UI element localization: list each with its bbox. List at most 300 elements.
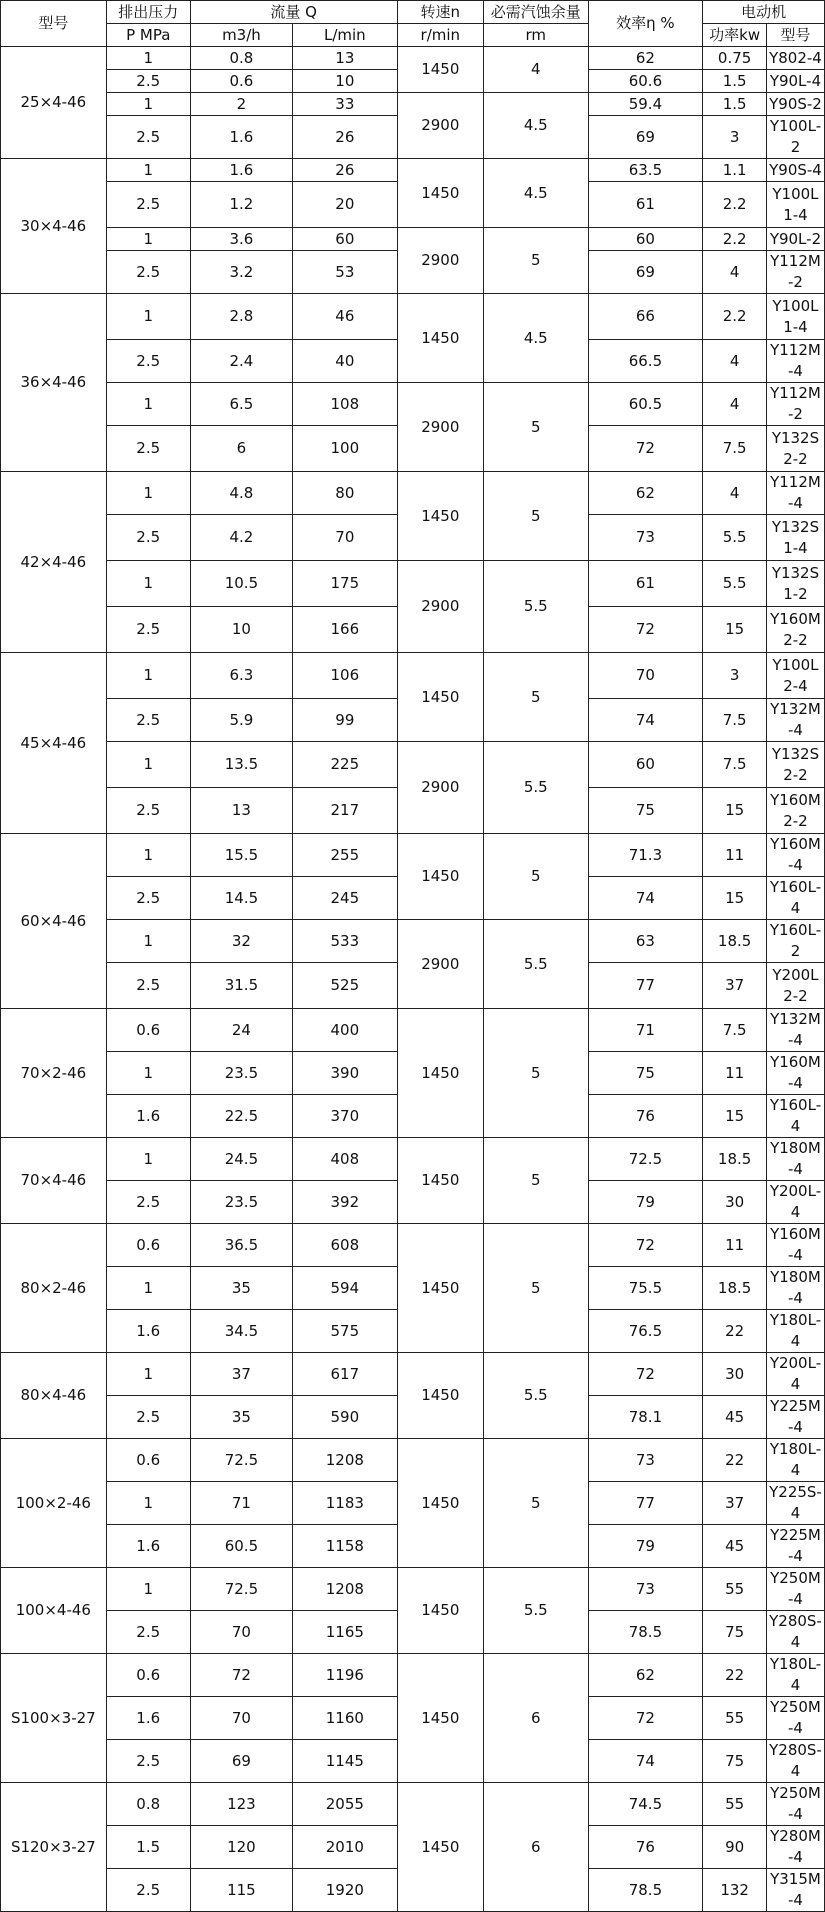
cell-flow-lmin: 1160	[293, 1697, 398, 1740]
cell-motor-model: Y200L2-2	[766, 963, 824, 1009]
table-row	[1, 228, 825, 251]
cell-speed: 1450	[397, 1654, 483, 1783]
cell-efficiency: 76	[588, 1095, 703, 1138]
cell-motor-power: 18.5	[703, 920, 767, 963]
cell-flow-lmin: 217	[293, 788, 398, 834]
cell-efficiency: 73	[588, 1568, 703, 1611]
cell-motor-model: Y250M-4	[766, 1697, 824, 1740]
cell-motor-model: Y160L-2	[766, 920, 824, 963]
header-speed: 转速n	[397, 1, 483, 24]
cell-npsh: 5	[483, 1224, 588, 1353]
cell-flow-m3h: 15.5	[190, 834, 292, 877]
cell-efficiency: 63	[588, 920, 703, 963]
header-pressure-unit: P MPa	[106, 24, 190, 47]
cell-flow-lmin: 70	[293, 515, 398, 561]
cell-speed: 1450	[397, 653, 483, 742]
cell-pressure: 2.5	[106, 877, 190, 920]
cell-flow-lmin: 99	[293, 699, 398, 742]
cell-npsh: 5	[483, 228, 588, 294]
header-efficiency: 效率η %	[588, 1, 703, 47]
cell-flow-lmin: 33	[293, 93, 398, 116]
cell-motor-model: Y112M-2	[766, 251, 824, 294]
cell-flow-lmin: 1208	[293, 1568, 398, 1611]
cell-flow-lmin: 575	[293, 1310, 398, 1353]
cell-motor-power: 3	[703, 116, 767, 159]
cell-model: 25×4-46	[1, 47, 107, 159]
cell-motor-power: 132	[703, 1869, 767, 1912]
cell-flow-lmin: 608	[293, 1224, 398, 1267]
cell-pressure: 2.5	[106, 426, 190, 472]
cell-speed: 1450	[397, 1439, 483, 1568]
cell-pressure: 2.5	[106, 788, 190, 834]
cell-speed: 1450	[397, 1224, 483, 1353]
table-row	[1, 920, 825, 963]
cell-speed: 2900	[397, 920, 483, 1009]
cell-flow-lmin: 1158	[293, 1525, 398, 1568]
cell-motor-power: 4	[703, 472, 767, 515]
cell-pressure: 2.5	[106, 1740, 190, 1783]
cell-flow-m3h: 36.5	[190, 1224, 292, 1267]
cell-efficiency: 75	[588, 1052, 703, 1095]
cell-efficiency: 76	[588, 1826, 703, 1869]
cell-npsh: 6	[483, 1783, 588, 1912]
table-row	[1, 1138, 825, 1181]
cell-flow-lmin: 400	[293, 1009, 398, 1052]
cell-motor-model: Y200L-4	[766, 1353, 824, 1396]
cell-flow-lmin: 533	[293, 920, 398, 963]
table-row	[1, 93, 825, 116]
cell-flow-m3h: 6	[190, 426, 292, 472]
cell-efficiency: 69	[588, 116, 703, 159]
cell-motor-model: Y132M-4	[766, 699, 824, 742]
cell-motor-power: 1.5	[703, 70, 767, 93]
cell-pressure: 2.5	[106, 1611, 190, 1654]
cell-flow-m3h: 123	[190, 1783, 292, 1826]
cell-efficiency: 72	[588, 1353, 703, 1396]
cell-flow-m3h: 14.5	[190, 877, 292, 920]
cell-efficiency: 60.5	[588, 383, 703, 426]
cell-motor-power: 55	[703, 1783, 767, 1826]
cell-flow-m3h: 24	[190, 1009, 292, 1052]
header-npsh-unit: rm	[483, 24, 588, 47]
cell-motor-model: Y280S-4	[766, 1740, 824, 1783]
cell-speed: 2900	[397, 228, 483, 294]
header-flow: 流量 Q	[190, 1, 397, 24]
cell-flow-lmin: 2055	[293, 1783, 398, 1826]
cell-flow-m3h: 0.8	[190, 47, 292, 70]
cell-npsh: 5.5	[483, 1568, 588, 1654]
cell-efficiency: 66.5	[588, 340, 703, 383]
cell-npsh: 5.5	[483, 742, 588, 834]
cell-flow-lmin: 525	[293, 963, 398, 1009]
cell-npsh: 5	[483, 1138, 588, 1224]
cell-motor-power: 2.2	[703, 228, 767, 251]
cell-pressure: 1	[106, 834, 190, 877]
cell-motor-power: 7.5	[703, 742, 767, 788]
cell-flow-m3h: 31.5	[190, 963, 292, 1009]
cell-flow-lmin: 1165	[293, 1611, 398, 1654]
cell-efficiency: 75.5	[588, 1267, 703, 1310]
cell-npsh: 4	[483, 47, 588, 93]
cell-motor-model: Y180L-4	[766, 1654, 824, 1697]
cell-pressure: 1	[106, 1052, 190, 1095]
cell-flow-m3h: 2	[190, 93, 292, 116]
cell-pressure: 1.6	[106, 1697, 190, 1740]
cell-motor-power: 5.5	[703, 515, 767, 561]
cell-efficiency: 72.5	[588, 1138, 703, 1181]
table-header	[1, 1, 825, 47]
cell-motor-model: Y90L-2	[766, 228, 824, 251]
cell-motor-power: 3	[703, 653, 767, 699]
header-flow-lmin: L/min	[293, 24, 398, 47]
cell-flow-lmin: 245	[293, 877, 398, 920]
cell-npsh: 5	[483, 1439, 588, 1568]
cell-flow-lmin: 100	[293, 426, 398, 472]
cell-motor-model: Y112M-2	[766, 383, 824, 426]
cell-efficiency: 59.4	[588, 93, 703, 116]
cell-flow-lmin: 80	[293, 472, 398, 515]
cell-flow-m3h: 6.5	[190, 383, 292, 426]
cell-efficiency: 72	[588, 1697, 703, 1740]
cell-flow-lmin: 408	[293, 1138, 398, 1181]
cell-motor-power: 11	[703, 1052, 767, 1095]
cell-flow-lmin: 225	[293, 742, 398, 788]
cell-motor-power: 7.5	[703, 1009, 767, 1052]
cell-efficiency: 70	[588, 653, 703, 699]
cell-npsh: 5	[483, 834, 588, 920]
cell-flow-m3h: 71	[190, 1482, 292, 1525]
cell-flow-lmin: 20	[293, 182, 398, 228]
cell-motor-model: Y180M-4	[766, 1267, 824, 1310]
cell-model: 30×4-46	[1, 159, 107, 294]
cell-motor-model: Y180L-4	[766, 1310, 824, 1353]
cell-motor-power: 0.75	[703, 47, 767, 70]
cell-efficiency: 79	[588, 1181, 703, 1224]
cell-motor-model: Y100L-2	[766, 116, 824, 159]
table-row	[1, 472, 825, 515]
table-row	[1, 1783, 825, 1826]
cell-efficiency: 72	[588, 607, 703, 653]
cell-pressure: 2.5	[106, 963, 190, 1009]
cell-motor-model: Y280M-4	[766, 1826, 824, 1869]
cell-speed: 2900	[397, 383, 483, 472]
cell-flow-lmin: 392	[293, 1181, 398, 1224]
cell-motor-model: Y160M2-2	[766, 607, 824, 653]
cell-motor-power: 22	[703, 1310, 767, 1353]
header-model: 型号	[1, 1, 107, 47]
cell-model: 70×4-46	[1, 1138, 107, 1224]
cell-speed: 2900	[397, 561, 483, 653]
cell-motor-power: 2.2	[703, 182, 767, 228]
cell-model: 80×4-46	[1, 1353, 107, 1439]
cell-pressure: 1	[106, 1482, 190, 1525]
cell-efficiency: 78.5	[588, 1869, 703, 1912]
cell-motor-model: Y112M-4	[766, 340, 824, 383]
cell-efficiency: 62	[588, 472, 703, 515]
cell-pressure: 1.6	[106, 1095, 190, 1138]
header-motor-model: 型号	[766, 24, 824, 47]
cell-flow-m3h: 13	[190, 788, 292, 834]
cell-efficiency: 78.1	[588, 1396, 703, 1439]
cell-pressure: 0.6	[106, 1009, 190, 1052]
cell-speed: 1450	[397, 1353, 483, 1439]
cell-pressure: 2.5	[106, 70, 190, 93]
cell-motor-power: 7.5	[703, 699, 767, 742]
cell-pressure: 1	[106, 1267, 190, 1310]
cell-flow-m3h: 0.6	[190, 70, 292, 93]
cell-efficiency: 62	[588, 47, 703, 70]
cell-flow-m3h: 2.4	[190, 340, 292, 383]
cell-motor-model: Y160M2-2	[766, 788, 824, 834]
cell-motor-power: 1.5	[703, 93, 767, 116]
cell-efficiency: 73	[588, 515, 703, 561]
cell-efficiency: 60	[588, 742, 703, 788]
cell-flow-m3h: 35	[190, 1396, 292, 1439]
cell-flow-m3h: 24.5	[190, 1138, 292, 1181]
cell-flow-m3h: 70	[190, 1697, 292, 1740]
cell-pressure: 2.5	[106, 515, 190, 561]
cell-flow-m3h: 37	[190, 1353, 292, 1396]
cell-motor-model: Y225S-4	[766, 1482, 824, 1525]
cell-npsh: 5.5	[483, 1353, 588, 1439]
cell-motor-model: Y160M-4	[766, 834, 824, 877]
cell-model: S100×3-27	[1, 1654, 107, 1783]
cell-motor-model: Y100L1-4	[766, 182, 824, 228]
cell-flow-m3h: 3.2	[190, 251, 292, 294]
cell-flow-m3h: 2.8	[190, 294, 292, 340]
cell-pressure: 2.5	[106, 607, 190, 653]
cell-motor-model: Y250M-4	[766, 1783, 824, 1826]
table-row	[1, 834, 825, 877]
cell-motor-model: Y200L-4	[766, 1181, 824, 1224]
cell-speed: 1450	[397, 1568, 483, 1654]
cell-motor-model: Y132S1-4	[766, 515, 824, 561]
cell-motor-power: 75	[703, 1740, 767, 1783]
cell-flow-m3h: 5.9	[190, 699, 292, 742]
cell-speed: 1450	[397, 472, 483, 561]
cell-motor-power: 15	[703, 1095, 767, 1138]
cell-speed: 1450	[397, 1138, 483, 1224]
cell-pressure: 0.8	[106, 1783, 190, 1826]
cell-speed: 1450	[397, 1783, 483, 1912]
cell-motor-model: Y160L-4	[766, 877, 824, 920]
cell-pressure: 1.5	[106, 1826, 190, 1869]
cell-motor-model: Y802-4	[766, 47, 824, 70]
cell-motor-model: Y225M-4	[766, 1525, 824, 1568]
table-row	[1, 1439, 825, 1482]
cell-efficiency: 73	[588, 1439, 703, 1482]
cell-flow-m3h: 6.3	[190, 653, 292, 699]
cell-efficiency: 74	[588, 699, 703, 742]
cell-motor-power: 22	[703, 1654, 767, 1697]
cell-speed: 1450	[397, 159, 483, 228]
cell-motor-power: 30	[703, 1353, 767, 1396]
cell-pressure: 1.6	[106, 1310, 190, 1353]
cell-motor-model: Y180L-4	[766, 1439, 824, 1482]
cell-npsh: 5	[483, 653, 588, 742]
cell-flow-lmin: 166	[293, 607, 398, 653]
cell-pressure: 1	[106, 1138, 190, 1181]
cell-motor-power: 37	[703, 963, 767, 1009]
cell-motor-power: 15	[703, 788, 767, 834]
table-row	[1, 1568, 825, 1611]
cell-efficiency: 77	[588, 963, 703, 1009]
cell-flow-lmin: 390	[293, 1052, 398, 1095]
cell-motor-power: 15	[703, 877, 767, 920]
cell-flow-m3h: 34.5	[190, 1310, 292, 1353]
cell-speed: 1450	[397, 294, 483, 383]
cell-flow-m3h: 70	[190, 1611, 292, 1654]
cell-efficiency: 61	[588, 182, 703, 228]
cell-motor-model: Y250M-4	[766, 1568, 824, 1611]
cell-efficiency: 69	[588, 251, 703, 294]
cell-motor-power: 55	[703, 1568, 767, 1611]
table-row	[1, 159, 825, 182]
cell-pressure: 1	[106, 159, 190, 182]
cell-flow-lmin: 370	[293, 1095, 398, 1138]
cell-model: 80×2-46	[1, 1224, 107, 1353]
cell-flow-m3h: 23.5	[190, 1052, 292, 1095]
cell-flow-lmin: 26	[293, 159, 398, 182]
cell-flow-m3h: 72.5	[190, 1439, 292, 1482]
cell-motor-model: Y90L-4	[766, 70, 824, 93]
cell-motor-model: Y160L-4	[766, 1095, 824, 1138]
cell-pressure: 2.5	[106, 699, 190, 742]
cell-motor-power: 7.5	[703, 426, 767, 472]
cell-efficiency: 79	[588, 1525, 703, 1568]
cell-flow-lmin: 46	[293, 294, 398, 340]
cell-motor-model: Y90S-4	[766, 159, 824, 182]
cell-npsh: 5.5	[483, 920, 588, 1009]
cell-efficiency: 72	[588, 1224, 703, 1267]
cell-motor-model: Y315M-4	[766, 1869, 824, 1912]
cell-model: 100×2-46	[1, 1439, 107, 1568]
cell-efficiency: 60.6	[588, 70, 703, 93]
header-motor: 电动机	[703, 1, 825, 24]
table-row	[1, 742, 825, 788]
cell-motor-power: 45	[703, 1396, 767, 1439]
cell-motor-power: 45	[703, 1525, 767, 1568]
cell-pressure: 1	[106, 1353, 190, 1396]
cell-motor-model: Y100L1-4	[766, 294, 824, 340]
cell-flow-lmin: 40	[293, 340, 398, 383]
cell-npsh: 5	[483, 1009, 588, 1138]
cell-motor-power: 18.5	[703, 1138, 767, 1181]
cell-flow-m3h: 69	[190, 1740, 292, 1783]
cell-speed: 1450	[397, 47, 483, 93]
table-row	[1, 561, 825, 607]
cell-motor-power: 15	[703, 607, 767, 653]
cell-speed: 1450	[397, 834, 483, 920]
cell-efficiency: 62	[588, 1654, 703, 1697]
cell-motor-model: Y132M-4	[766, 1009, 824, 1052]
cell-flow-lmin: 594	[293, 1267, 398, 1310]
cell-flow-lmin: 1920	[293, 1869, 398, 1912]
cell-flow-m3h: 4.8	[190, 472, 292, 515]
cell-motor-model: Y132S2-2	[766, 426, 824, 472]
cell-flow-lmin: 1183	[293, 1482, 398, 1525]
header-flow-m3h: m3/h	[190, 24, 292, 47]
cell-speed: 1450	[397, 1009, 483, 1138]
cell-efficiency: 66	[588, 294, 703, 340]
cell-motor-model: Y160M-4	[766, 1224, 824, 1267]
cell-motor-power: 75	[703, 1611, 767, 1654]
cell-pressure: 2.5	[106, 182, 190, 228]
cell-flow-lmin: 106	[293, 653, 398, 699]
cell-pressure: 2.5	[106, 1869, 190, 1912]
cell-model: 60×4-46	[1, 834, 107, 1009]
cell-flow-m3h: 1.6	[190, 116, 292, 159]
cell-flow-m3h: 60.5	[190, 1525, 292, 1568]
cell-motor-model: Y90S-2	[766, 93, 824, 116]
table-row	[1, 383, 825, 426]
cell-motor-power: 1.1	[703, 159, 767, 182]
cell-npsh: 5	[483, 472, 588, 561]
cell-motor-model: Y112M-4	[766, 472, 824, 515]
cell-flow-m3h: 1.2	[190, 182, 292, 228]
cell-pressure: 2.5	[106, 1181, 190, 1224]
table-row	[1, 1009, 825, 1052]
cell-pressure: 1	[106, 47, 190, 70]
cell-pressure: 1.6	[106, 1525, 190, 1568]
cell-efficiency: 71	[588, 1009, 703, 1052]
table-row	[1, 47, 825, 70]
cell-flow-m3h: 23.5	[190, 1181, 292, 1224]
cell-pressure: 1	[106, 920, 190, 963]
cell-pressure: 1	[106, 1568, 190, 1611]
cell-motor-power: 5.5	[703, 561, 767, 607]
cell-pressure: 2.5	[106, 1396, 190, 1439]
cell-pressure: 2.5	[106, 251, 190, 294]
cell-efficiency: 77	[588, 1482, 703, 1525]
header-pressure: 排出压力	[106, 1, 190, 24]
cell-motor-model: Y132S2-2	[766, 742, 824, 788]
cell-motor-power: 30	[703, 1181, 767, 1224]
cell-motor-power: 4	[703, 340, 767, 383]
cell-pressure: 1	[106, 93, 190, 116]
cell-flow-m3h: 22.5	[190, 1095, 292, 1138]
cell-flow-lmin: 617	[293, 1353, 398, 1396]
header-motor-power: 功率kw	[703, 24, 767, 47]
cell-motor-power: 90	[703, 1826, 767, 1869]
cell-npsh: 4.5	[483, 294, 588, 383]
cell-motor-model: Y132S1-2	[766, 561, 824, 607]
cell-motor-model: Y280S-4	[766, 1611, 824, 1654]
cell-flow-m3h: 10.5	[190, 561, 292, 607]
table-body	[1, 47, 825, 1912]
cell-pressure: 1	[106, 561, 190, 607]
cell-motor-power: 18.5	[703, 1267, 767, 1310]
cell-model: 42×4-46	[1, 472, 107, 653]
cell-pressure: 1	[106, 653, 190, 699]
table-row	[1, 1224, 825, 1267]
cell-motor-power: 22	[703, 1439, 767, 1482]
cell-flow-lmin: 1208	[293, 1439, 398, 1482]
cell-pressure: 1	[106, 383, 190, 426]
cell-efficiency: 72	[588, 426, 703, 472]
table-row	[1, 1353, 825, 1396]
cell-flow-m3h: 1.6	[190, 159, 292, 182]
cell-flow-lmin: 590	[293, 1396, 398, 1439]
cell-flow-lmin: 1196	[293, 1654, 398, 1697]
cell-flow-lmin: 60	[293, 228, 398, 251]
cell-npsh: 4.5	[483, 159, 588, 228]
cell-npsh: 4.5	[483, 93, 588, 159]
cell-flow-m3h: 72.5	[190, 1568, 292, 1611]
cell-pressure: 2.5	[106, 340, 190, 383]
cell-model: 70×2-46	[1, 1009, 107, 1138]
cell-pressure: 0.6	[106, 1654, 190, 1697]
